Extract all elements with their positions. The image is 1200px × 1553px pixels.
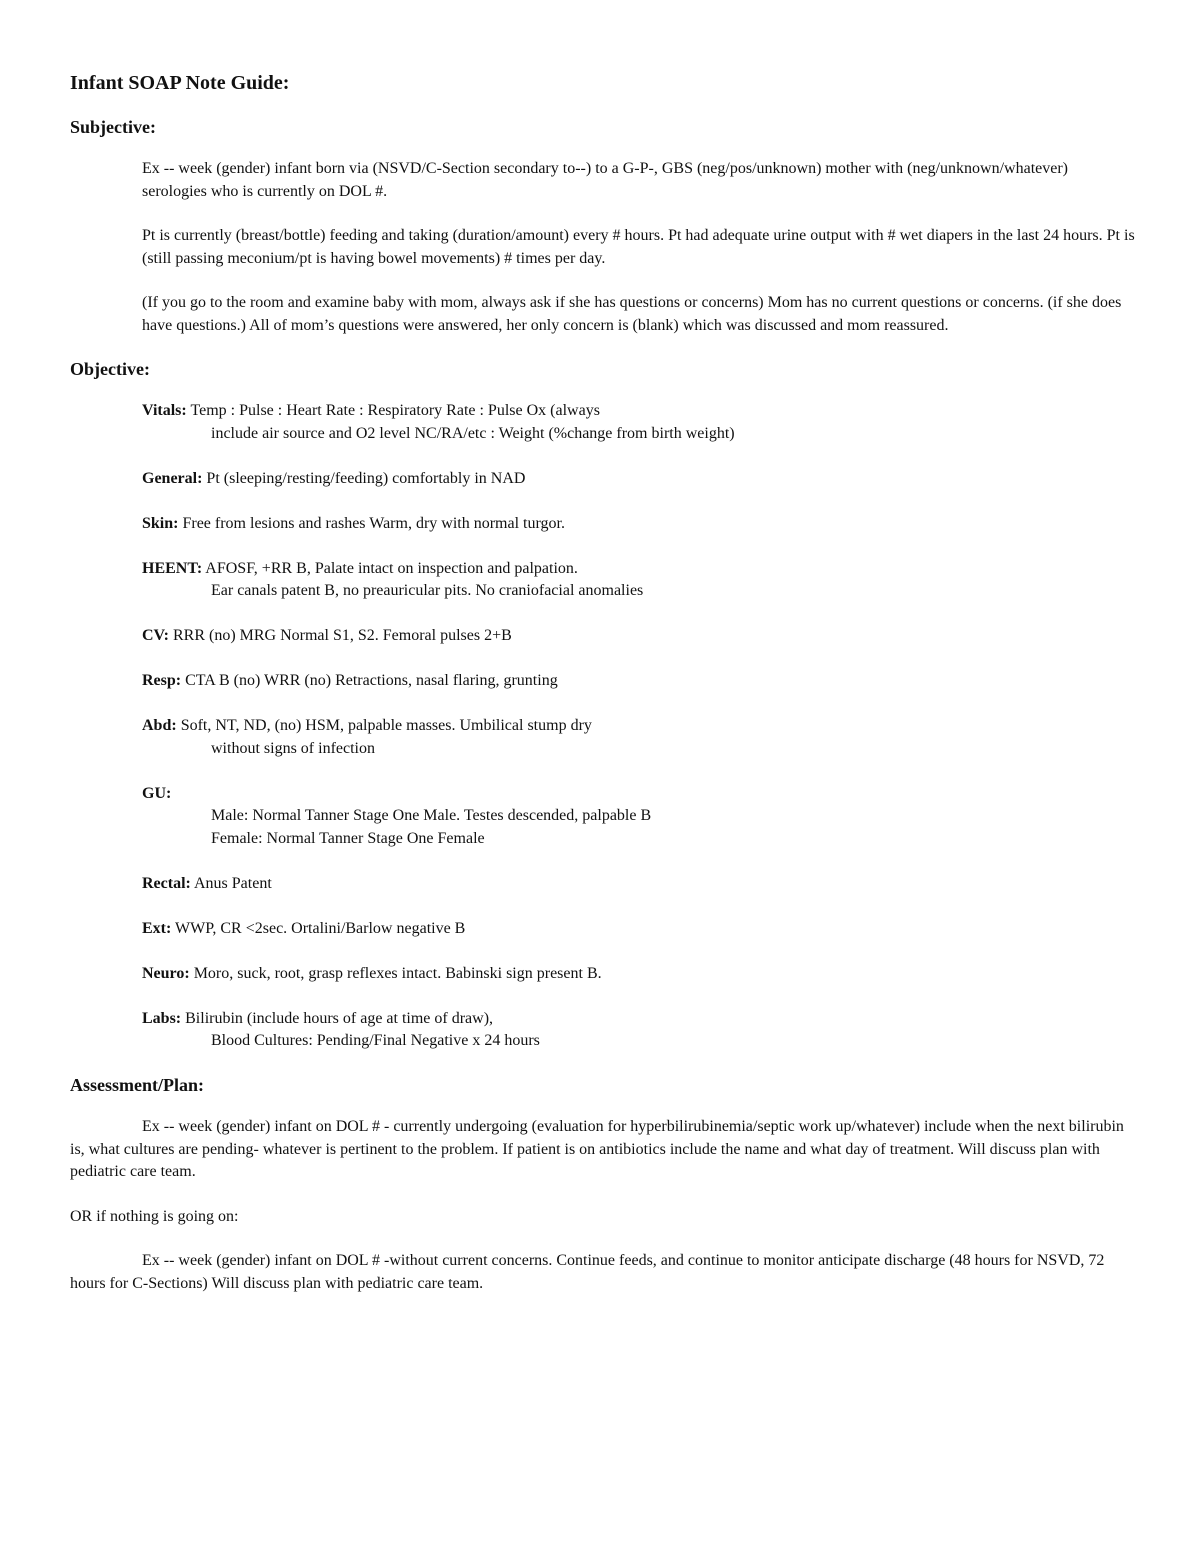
exam-general-label: General: xyxy=(142,469,203,487)
exam-rectal-label: Rectal: xyxy=(142,874,191,892)
document-page xyxy=(70,72,1135,1317)
exam-heent xyxy=(142,558,1135,603)
exam-neuro xyxy=(142,963,1135,986)
exam-cv-text: RRR (no) MRG Normal S1, S2. Femoral pulses 2+B xyxy=(172,627,512,644)
exam-labs-label: Labs: xyxy=(142,1009,182,1027)
exam-gu-female: Female: Normal Tanner Stage One Female xyxy=(211,829,485,847)
document-title: Infant SOAP Note Guide: xyxy=(70,72,290,94)
exam-abd-text-continued: without signs of infection xyxy=(211,739,375,757)
exam-resp-text: CTA B (no) WRR (no) Retractions, nasal flaring, grunting xyxy=(185,672,558,689)
exam-heent-label: HEENT: xyxy=(142,559,203,577)
exam-abd-text: Soft, NT, ND, (no) HSM, palpable masses. Umbilical stump dry xyxy=(180,717,592,734)
exam-heent-text: AFOSF, +RR B, Palate intact on inspection and palpation. xyxy=(205,559,578,577)
exam-vitals xyxy=(142,400,1135,445)
exam-rectal-text: Anus Patent xyxy=(193,874,272,892)
exam-neuro-text: Moro, suck, root, grasp reflexes intact. Babinski sign present B. xyxy=(193,964,602,982)
assessment-plan-paragraph-routine: Ex -- week (gender) infant on DOL # -without current concerns. Continue feeds, and continue to monitor anticipate discharge (48 hours for NSVD, 72 hours for C-Sections) Will discuss plan with pediatric care team. xyxy=(70,1252,1105,1292)
exam-cv xyxy=(142,625,1135,648)
assessment-plan-or-line: OR if nothing is going on: xyxy=(70,1207,239,1225)
exam-resp xyxy=(142,670,1135,693)
subjective-paragraph-feeding: Pt is currently (breast/bottle) feeding and taking (duration/amount) every # hours. Pt had adequate urine output with # wet diapers in the last 24 hours. Pt is (still passing meconium/pt is having bowel movements) # times per day. xyxy=(142,227,1135,267)
exam-ext xyxy=(142,918,1135,941)
exam-heent-text-continued: Ear canals patent B, no preauricular pits. No craniofacial anomalies xyxy=(211,582,644,599)
exam-gu xyxy=(142,783,1135,851)
exam-vitals-text: Temp : Pulse : Heart Rate : Respiratory Rate : Pulse Ox (always xyxy=(190,402,600,419)
exam-general-text: Pt (sleeping/resting/feeding) comfortably in NAD xyxy=(206,469,526,487)
exam-general xyxy=(142,468,1135,491)
subjective-heading: Subjective: xyxy=(70,117,156,137)
exam-ext-text: WWP, CR <2sec. Ortalini/Barlow negative B xyxy=(175,919,466,937)
exam-labs-text-continued: Blood Cultures: Pending/Final Negative x 24 hours xyxy=(211,1032,540,1049)
exam-labs xyxy=(142,1008,1135,1053)
exam-vitals-label: Vitals: xyxy=(142,402,187,419)
exam-skin-text: Free from lesions and rashes Warm, dry with normal turgor. xyxy=(182,514,565,532)
exam-rectal xyxy=(142,873,1135,896)
exam-abd-label: Abd: xyxy=(142,717,177,734)
exam-skin xyxy=(142,513,1135,536)
subjective-paragraph-history: Ex -- week (gender) infant born via (NSVD/C-Section secondary to--) to a G-P-, GBS (neg/pos/unknown) mother with (neg/unknown/whatever) serologies who is currently on DOL #. xyxy=(142,160,1068,200)
exam-skin-label: Skin: xyxy=(142,514,179,532)
assessment-plan-heading: Assessment/Plan: xyxy=(70,1075,204,1095)
exam-cv-label: CV: xyxy=(142,627,169,644)
exam-labs-text: Bilirubin (include hours of age at time of draw), xyxy=(185,1009,494,1027)
subjective-paragraph-concerns: (If you go to the room and examine baby with mom, always ask if she has questions or concerns) Mom has no current questions or concerns. (if she does have questions.) All of mom’s questions were answered, her only concern is (blank) which was discussed and mom reassured. xyxy=(142,294,1122,334)
objective-heading: Objective: xyxy=(70,359,150,379)
subjective-section xyxy=(142,158,1135,337)
exam-vitals-text-continued: include air source and O2 level NC/RA/etc : Weight (%change from birth weight) xyxy=(211,424,735,442)
exam-abd xyxy=(142,715,1135,760)
exam-resp-label: Resp: xyxy=(142,672,182,689)
exam-ext-label: Ext: xyxy=(142,919,172,937)
exam-gu-male: Male: Normal Tanner Stage One Male. Testes descended, palpable B xyxy=(211,807,652,824)
assessment-plan-paragraph-active: Ex -- week (gender) infant on DOL # - currently undergoing (evaluation for hyperbilirubinemia/septic work up/whatever) include when the next bilirubin is, what cultures are pending- whatever is pertinent to the problem. If patient is on antibiotics include the name and what day of treatment. Will discuss plan with pediatric care team. xyxy=(70,1118,1124,1180)
exam-neuro-label: Neuro: xyxy=(142,964,190,982)
exam-gu-label: GU: xyxy=(142,784,172,802)
